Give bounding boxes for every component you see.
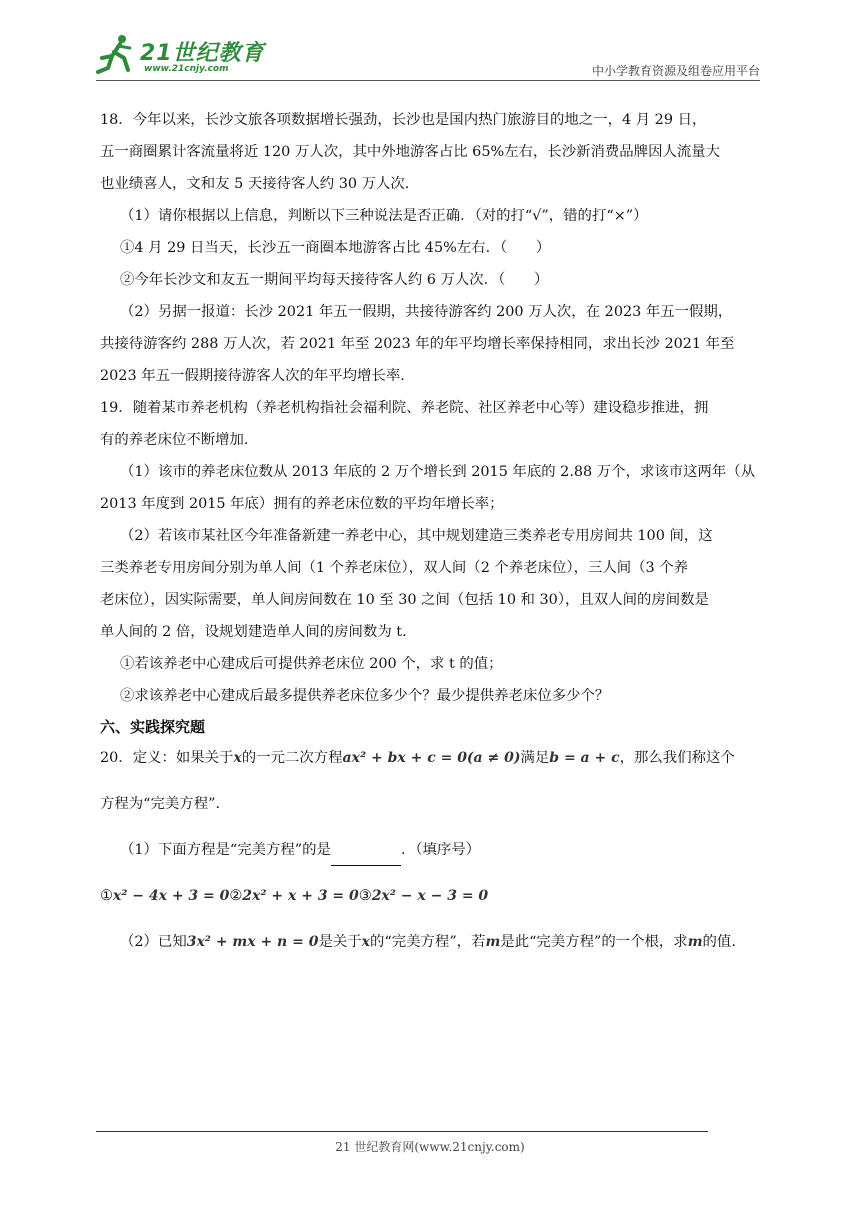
q20-part2-c: 的“完美方程”，若 xyxy=(370,934,486,950)
footer-divider xyxy=(96,1131,708,1132)
q20-stem-line-1 xyxy=(100,742,764,774)
page-header xyxy=(96,30,760,78)
q19-part2-line-2: 三类养老专用房间分别为单人间（1 个养老床位），双人间（2 个养老床位），三人间（3 个养 xyxy=(100,560,689,576)
q20-part2-equation: 3x² + mx + n = 0 xyxy=(186,934,319,950)
q18-stem-line-1: 18．今年以来，长沙文旅各项数据增长强劲，长沙也是国内热门旅游目的地之一，4 月 29 日， xyxy=(100,112,707,128)
q19-part2-line-1: （2）若该市某社区今年准备新建一养老中心，其中规划建造三类养老专用房间共 100 间，这 xyxy=(120,528,713,544)
option-3-equation: 2x² − x − 3 = 0 xyxy=(371,888,489,904)
q20-stem-c: 满足 xyxy=(520,750,550,766)
q19-part2-line-3: 老床位），因实际需要，单人间房间数在 10 至 30 之间（包括 10 和 30），且双人间的房间数是 xyxy=(100,592,709,608)
q20-stem-d: ，那么我们称这个 xyxy=(619,750,735,766)
runner-icon xyxy=(96,32,140,76)
document-body xyxy=(100,104,764,958)
q20-stem-line-2: 方程为“完美方程”. xyxy=(100,796,221,812)
q20-part2-a: （2）已知 xyxy=(120,934,187,950)
logo-url: www.21cnjy.com xyxy=(144,64,229,74)
q18-part2-line-1: （2）另据一报道：长沙 2021 年五一假期，共接待游客约 200 万人次，在 2023 年五一假期， xyxy=(120,304,733,320)
q18-item2: ②今年长沙文和友五一期间平均每天接待客人约 6 万人次．（ ） xyxy=(120,272,549,288)
q18-item1: ①4 月 29 日当天，长沙五一商圈本地游客占比 45%左右．（ ） xyxy=(120,240,551,256)
q20-condition-equation: b = a + c xyxy=(549,750,620,766)
q19-part1-line-1: （1）该市的养老床位数从 2013 年底的 2 万个增长到 2015 年底的 2.88 万个，求该市这两年（从 xyxy=(120,464,756,480)
option-3-number: ③ xyxy=(358,888,372,904)
q18-part2-line-3: 2023 年五一假期接待游客人次的年平均增长率. xyxy=(100,368,405,384)
q19-part1-line-2: 2013 年度到 2015 年底）拥有的养老床位数的平均年增长率； xyxy=(100,496,504,512)
option-2-equation: 2x² + x + 3 = 0 xyxy=(242,888,359,904)
answer-blank xyxy=(331,847,401,866)
q20-part1-b: ．（填序号） xyxy=(400,842,481,858)
q19-part2-line-4: 单人间的 2 倍，设规划建造单人间的房间数为 t. xyxy=(100,624,407,640)
q20-general-equation: ax² + bx + c = 0(a ≠ 0) xyxy=(342,750,521,766)
q18-part1: （1）请你根据以上信息，判断以下三种说法是否正确．（对的打“√”，错的打“×”） xyxy=(120,208,648,224)
q20-part2-e: 的值. xyxy=(702,934,736,950)
header-divider xyxy=(96,80,760,81)
platform-label: 中小学教育资源及组卷应用平台 xyxy=(591,64,760,78)
q20-part2-var-m2: m xyxy=(687,934,703,950)
q19-stem-line-1: 19．随着某市养老机构（养老机构指社会福利院、养老院、社区养老中心等）建设稳步推进，拥 xyxy=(100,400,709,416)
q20-part2-b: 是关于 xyxy=(318,934,362,950)
logo-text: 21世纪教育 xyxy=(140,41,265,66)
q20-stem-a: 20．定义：如果关于 xyxy=(100,750,234,766)
q20-stem-b: 的一元二次方程 xyxy=(241,750,343,766)
q20-var-x: x xyxy=(233,750,242,766)
q20-part2-d: 是此“完美方程”的一个根，求 xyxy=(500,934,688,950)
q20-part2-var-x: x xyxy=(361,934,371,950)
q18-part2-line-2: 共接待游客约 288 万人次，若 2021 年至 2023 年的年平均增长率保持相同，求出长沙 2021 年至 xyxy=(100,336,735,352)
option-1-number: ① xyxy=(100,888,113,904)
q20-options xyxy=(100,880,764,912)
q19-item2: ②求该养老中心建成后最多提供养老床位多少个？最少提供养老床位多少个？ xyxy=(120,688,610,704)
q20-part2-var-m1: m xyxy=(485,934,501,950)
option-1-equation: x² − 4x + 3 = 0 xyxy=(112,888,230,904)
q19-item1: ①若该养老中心建成后可提供养老床位 200 个，求 t 的值； xyxy=(120,656,503,672)
option-2-number: ② xyxy=(229,888,243,904)
q20-part1 xyxy=(100,834,764,866)
q20-part2 xyxy=(100,926,764,958)
page-footer: 21 世纪教育网(www.21cnjy.com) xyxy=(335,1140,525,1154)
q19-stem-line-2: 有的养老床位不断增加. xyxy=(100,432,249,448)
site-logo xyxy=(96,30,296,78)
section-heading: 六、实践探究题 xyxy=(100,718,206,736)
q18-stem-line-3: 也业绩喜人，文和友 5 天接待客人约 30 万人次. xyxy=(100,176,410,192)
q20-part1-a: （1）下面方程是“完美方程”的是 xyxy=(120,842,331,858)
q18-stem-line-2: 五一商圈累计客流量将近 120 万人次，其中外地游客占比 65%左右，长沙新消费品牌因人流量大 xyxy=(100,144,721,160)
